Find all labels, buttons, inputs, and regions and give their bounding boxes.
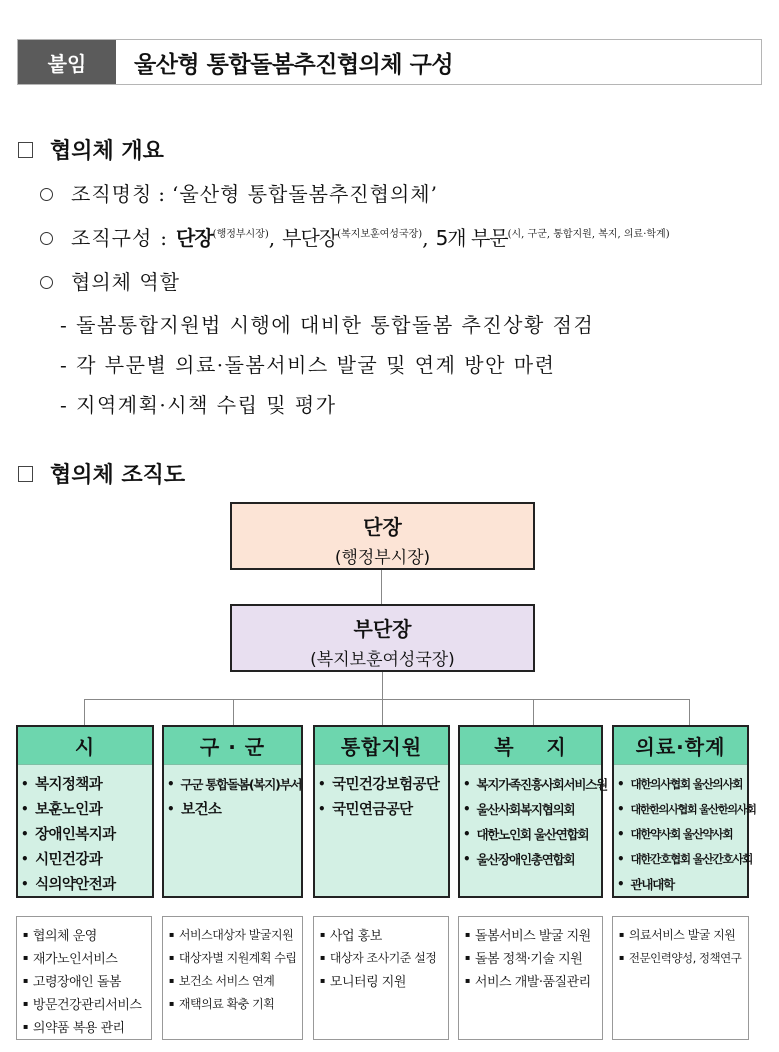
- division-member: • 국민연금공단: [318, 801, 413, 818]
- attachment-tag: 붙임: [18, 40, 116, 84]
- role-item: - 지역계획·시책 수립 및 평가: [60, 393, 337, 417]
- division-member: • 대한약사회 울산약사회: [617, 826, 733, 841]
- composition-vice: 부단장: [282, 226, 338, 250]
- division-member: • 국민건강보험공단: [318, 776, 440, 793]
- colon: :: [158, 182, 167, 206]
- role-text: 각 부문별 의료·돌봄서비스 발굴 및 연계 방안 마련: [76, 353, 556, 377]
- section-org-chart-heading: [18, 458, 185, 489]
- section-title: 협의체 개요: [50, 139, 164, 164]
- duty-item: ▪ 의료서비스 발굴 지원: [619, 928, 736, 942]
- org-name-label: 조직명칭: [71, 182, 153, 206]
- duty-item: ▪ 돌봄 정책·기술 지원: [465, 952, 583, 967]
- connector-line: [233, 699, 234, 725]
- division-box-welfare: [458, 725, 607, 898]
- connector-line: [84, 699, 690, 700]
- org-vice-box: [230, 604, 535, 672]
- duty-item: ▪ 재택의료 확충 기획: [169, 997, 275, 1011]
- division-title: 구 · 군: [164, 727, 301, 765]
- connector-line: [689, 699, 690, 725]
- division-title: 복 지: [460, 727, 601, 765]
- duty-item: ▪ 고령장애인 돌봄: [23, 975, 121, 990]
- duty-item: ▪ 대상자별 지원계획 수립: [169, 951, 297, 965]
- section-overview-heading: [18, 134, 164, 165]
- division-member: • 구군 통합돌봄(복지)부서: [167, 776, 302, 792]
- org-vice-sub: (복지보훈여성국장): [310, 650, 455, 670]
- role-label: 협의체 역할: [71, 270, 180, 294]
- duties-box-district: [162, 916, 303, 1040]
- division-box-city: [16, 725, 154, 898]
- division-member: • 시민건강과: [21, 851, 103, 868]
- division-member: • 보건소: [167, 801, 222, 818]
- composition-head-note: (행정부시장): [212, 229, 269, 240]
- duties-box-city: [16, 916, 152, 1040]
- role-item: - 각 부문별 의료·돌봄서비스 발굴 및 연계 방안 마련: [60, 353, 556, 377]
- org-role-row: [40, 266, 180, 295]
- division-member: • 보훈노인과: [21, 801, 103, 818]
- duty-item: ▪ 대상자 조사기준 설정: [320, 951, 437, 965]
- role-text: 돌봄통합지원법 시행에 대비한 통합돌봄 추진상황 점검: [76, 313, 595, 337]
- duty-item: ▪ 방문건강관리서비스: [23, 998, 142, 1013]
- connector-line: [84, 699, 85, 725]
- duty-item: ▪ 재가노인서비스: [23, 952, 118, 967]
- org-name-row: [40, 178, 438, 207]
- duty-item: ▪ 전문인력양성, 정책연구: [619, 950, 742, 965]
- duty-item: ▪ 돌봄서비스 발굴 지원: [465, 929, 591, 944]
- composition-head: 단장: [176, 226, 213, 250]
- section-title: 협의체 조직도: [50, 463, 186, 488]
- composition-vice-note: (복지보훈여성국장): [337, 229, 423, 240]
- division-box-medical-academic: [612, 725, 756, 898]
- title-banner: [17, 39, 762, 85]
- duties-box-medical-academic: [612, 916, 749, 1040]
- org-name-value: ‘울산형 통합돌봄추진협의체’: [172, 182, 438, 206]
- circle-bullet-icon: [40, 232, 53, 245]
- division-title: 통합지원: [315, 727, 448, 765]
- duty-item: ▪ 의약품 복용 관리: [23, 1021, 125, 1036]
- org-composition-row: 조직구성 : 단장 (행정부시장) , 부단장 (복지보훈여성국장) , 5개 부문 (시, 구군, 통합지원, 복지, 의료·학계): [40, 222, 670, 251]
- division-member: • 대한의사협회 울산의사회: [617, 776, 743, 791]
- division-box-district: [162, 725, 303, 898]
- duty-item: ▪ 모니터링 지원: [320, 975, 406, 990]
- division-member: • 대한한의사협회 울산한의사회: [617, 801, 756, 816]
- composition-label: 조직구성: [71, 226, 153, 250]
- division-member: • 관내대학: [617, 876, 674, 892]
- division-member: • 대한간호협회 울산간호사회: [617, 851, 753, 866]
- duty-item: ▪ 서비스대상자 발굴지원: [169, 928, 294, 942]
- division-member: • 식의약안전과: [21, 876, 116, 893]
- org-head-title: 단장: [363, 515, 402, 539]
- division-title: 시: [18, 727, 152, 765]
- org-head-box: [230, 502, 535, 570]
- division-member: • 복지정책과: [21, 776, 103, 793]
- org-head-sub: (행정부시장): [334, 548, 431, 568]
- checkbox-square-icon: [18, 466, 33, 482]
- role-item: - 돌봄통합지원법 시행에 대비한 통합돌봄 추진상황 점검: [60, 313, 595, 337]
- connector-line: [533, 699, 534, 725]
- duty-item: ▪ 사업 홍보: [320, 929, 382, 944]
- checkbox-square-icon: [18, 142, 33, 158]
- circle-bullet-icon: [40, 188, 53, 201]
- connector-line: [381, 570, 382, 604]
- role-text: 지역계획·시책 수립 및 평가: [76, 393, 337, 417]
- division-member: • 대한노인회 울산연합회: [463, 826, 589, 842]
- division-member: • 장애인복지과: [21, 826, 116, 843]
- division-title: 의료·학계: [614, 727, 747, 765]
- duties-box-integrated-support: [313, 916, 449, 1040]
- division-box-integrated-support: [313, 725, 450, 898]
- duty-item: ▪ 서비스 개발·품질관리: [465, 975, 591, 990]
- duty-item: ▪ 보건소 서비스 연계: [169, 974, 275, 988]
- duty-item: ▪ 협의체 운영: [23, 929, 97, 944]
- duties-box-welfare: [458, 916, 603, 1040]
- colon: :: [160, 226, 169, 250]
- circle-bullet-icon: [40, 276, 53, 289]
- division-member: • 복지가족진흥사회서비스원: [463, 776, 607, 792]
- document-title: 울산형 통합돌봄추진협의체 구성: [134, 51, 454, 78]
- org-vice-title: 부단장: [353, 617, 412, 641]
- composition-divisions: 5개 부문: [435, 226, 508, 250]
- division-member: • 울산사회복지협의회: [463, 801, 575, 817]
- composition-divisions-note: (시, 구군, 통합지원, 복지, 의료·학계): [507, 229, 670, 240]
- division-member: • 울산장애인총연합회: [463, 851, 575, 867]
